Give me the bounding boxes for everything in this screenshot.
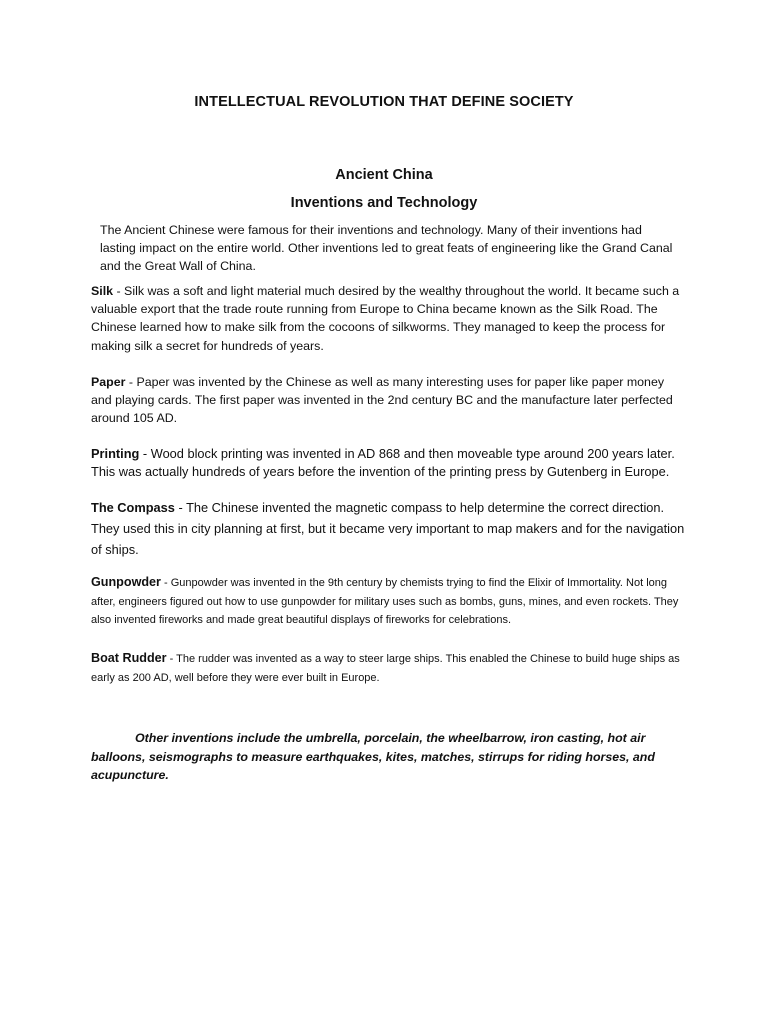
entry-term: The Compass bbox=[91, 500, 175, 515]
entry-term: Paper bbox=[91, 375, 126, 389]
entry-term: Printing bbox=[91, 446, 140, 461]
entry-text: - Paper was invented by the Chinese as well as many interesting uses for paper like paper money and playing cards. The first paper was invented in the 2nd century BC and the manufacture later perfected around 105 AD. bbox=[91, 375, 673, 426]
intro-paragraph: The Ancient Chinese were famous for their inventions and technology. Many of their inventions had lasting impact on the entire world. Other inventions led to great feats of engineering like the Grand Canal and the Great Wall of China. bbox=[100, 223, 673, 274]
entry-text: - Wood block printing was invented in AD 868 and then moveable type around 200 years later. This was actually hundreds of years before the invention of the printing press by Gutenberg in Europe. bbox=[91, 446, 675, 480]
entry-boat-rudder bbox=[91, 649, 691, 687]
entry-text: - The Chinese invented the magnetic compass to help determine the correct direction. They used this in city planning at first, but it became very important to map makers and for the navigation of ships. bbox=[91, 500, 685, 557]
entry-silk bbox=[91, 282, 681, 355]
entry-text: - The rudder was invented as a way to steer large ships. This enabled the Chinese to build huge ships as early as 200 AD, well before they were ever built in Europe. bbox=[91, 653, 680, 684]
closing-paragraph: Other inventions include the umbrella, porcelain, the wheelbarrow, iron casting, hot air balloons, seismographs to measure earthquakes, kites, matches, stirrups for riding horses, and acupuncture. bbox=[91, 731, 655, 782]
entry-paper bbox=[91, 373, 681, 428]
entry-text: - Silk was a soft and light material much desired by the wealthy throughout the world. It became such a valuable export that the trade route running from Europe to China became known as the Silk Road. The Chinese learned how to make silk from the cocoons of silkworms. They managed to keep the process for making silk a secret for hundreds of years. bbox=[91, 284, 680, 353]
entry-term: Silk bbox=[91, 284, 114, 298]
section-title: Ancient China bbox=[335, 167, 433, 183]
section-subtitle: Inventions and Technology bbox=[290, 195, 478, 211]
entry-compass bbox=[91, 498, 686, 560]
entry-term: Gunpowder bbox=[91, 575, 161, 589]
document-title: INTELLECTUAL REVOLUTION THAT DEFINE SOCIETY bbox=[194, 94, 574, 110]
entry-printing bbox=[91, 445, 686, 481]
entry-gunpowder bbox=[91, 573, 691, 630]
entry-text: - Gunpowder was invented in the 9th century by chemists trying to find the Elixir of Immortality. Not long after, engineers figured out how to use gunpowder for military uses such as bombs, guns, mines, and even rockets. They also invented fireworks and made great beautiful displays of fireworks for celebrations. bbox=[91, 577, 679, 626]
entry-term: Boat Rudder bbox=[91, 651, 167, 665]
